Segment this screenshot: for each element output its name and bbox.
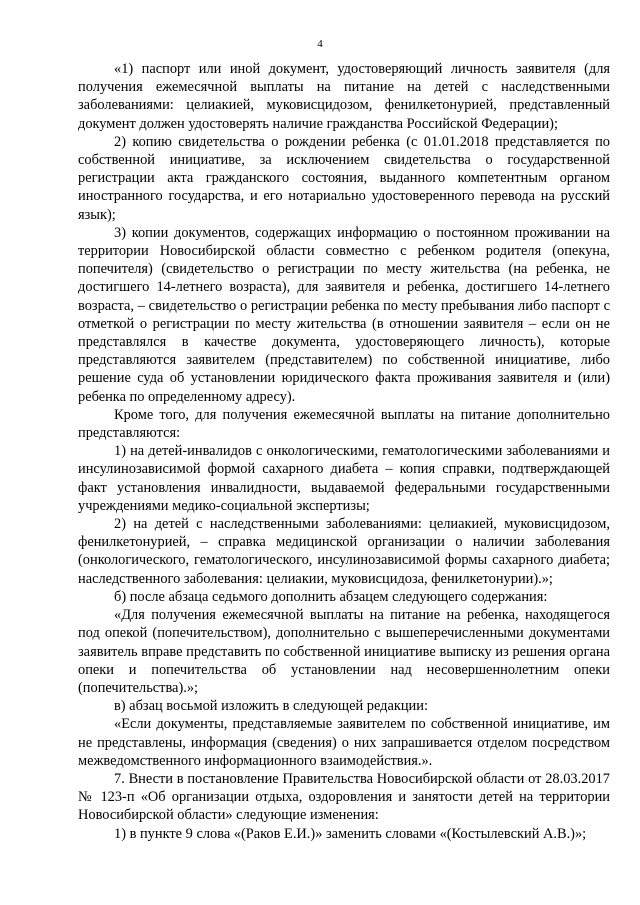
paragraph-3: 3) копии документов, содержащих информацию о постоянном проживании на территории Новосибирской области совместно с ребенком родителя (опекуна, попечителя) (свидетельство о регистрации по месту жительства (на ребенка, не достигшего 14-летнего возраста), для заявителя и ребенка, достигшего 14-летнего возраста, – свидетельство о регистрации ребенка по месту пребывания либо паспорт с отметкой о регистрации по месту жительства (в отношении заявителя – если он не представлялся в качестве документа, удостоверяющего личность), которые представляются заявителем (представителем) по собственной инициативе, либо решение суда об установлении юридического факта проживания заявителя и (или) ребенка по определенному адресу). xyxy=(78,224,610,405)
paragraph-1: «1) паспорт или иной документ, удостоверяющий личность заявителя (для получения ежемесячной выплаты на питание на детей с наследственными заболеваниями: целиакией, муковисцидозом, фенилкетонурией, представленный документ должен удостоверять наличие гражданства Российской Федерации); xyxy=(78,61,610,132)
paragraph-6: 2) на детей с наследственными заболеваниями: целиакией, муковисцидозом, фенилкетонурией, – справка медицинской организации о наличии заболевания (онкологического, гематологического, инсулинозависимой формы сахарного диабета; наследственного заболевания: целиакии, муковисцидоза, фенилкетонурии).»; xyxy=(78,516,610,587)
paragraph-5: 1) на детей-инвалидов с онкологическими, гематологическими заболеваниями и инсулинозависимой формой сахарного диабета – копия справки, подтверждающей факт установления инвалидности, выдаваемой федеральными государственными учреждениями медико-социальной экспертизы; xyxy=(78,443,610,514)
paragraph-8: «Для получения ежемесячной выплаты на питание на ребенка, находящегося под опекой (попечительством), дополнительно с вышеперечисленными документами заявитель вправе представить по собственной инициативе выписку из решения органа опеки и попечительства об установлении над несовершеннолетним опеки (попечительства).»; xyxy=(78,607,610,696)
paragraph-7: б) после абзаца седьмого дополнить абзацем следующего содержания: xyxy=(114,588,548,605)
paragraph-11: 7. Внести в постановление Правительства Новосибирской области от 28.03.2017 № 123-п «Об организации отдыха, оздоровления и занятости детей на территории Новосибирской области» следующие изменения: xyxy=(78,770,610,824)
paragraph-9: в) абзац восьмой изложить в следующей редакции: xyxy=(114,698,428,715)
page-number: 4 xyxy=(317,38,323,50)
paragraph-2: 2) копию свидетельства о рождении ребенка (с 01.01.2018 представляется по собственной инициативе, за исключением свидетельства о государственной регистрации акта гражданского состояния, выданного компетентным органом иностранного государства, и его нотариально удостоверенного перевода на русский язык); xyxy=(78,133,610,223)
paragraph-4: Кроме того, для получения ежемесячной выплаты на питание дополнительно представляются: xyxy=(78,406,610,442)
paragraph-10: «Если документы, представляемые заявителем по собственной инициативе, им не представлены, информация (сведения) о них запрашивается отделом посредством межведомственного информационного взаимодействия.». xyxy=(78,716,610,769)
document-body xyxy=(78,60,610,843)
paragraph-12: 1) в пункте 9 слова «(Раков Е.И.)» заменить словами «(Костылевский А.В.)»; xyxy=(114,825,587,842)
